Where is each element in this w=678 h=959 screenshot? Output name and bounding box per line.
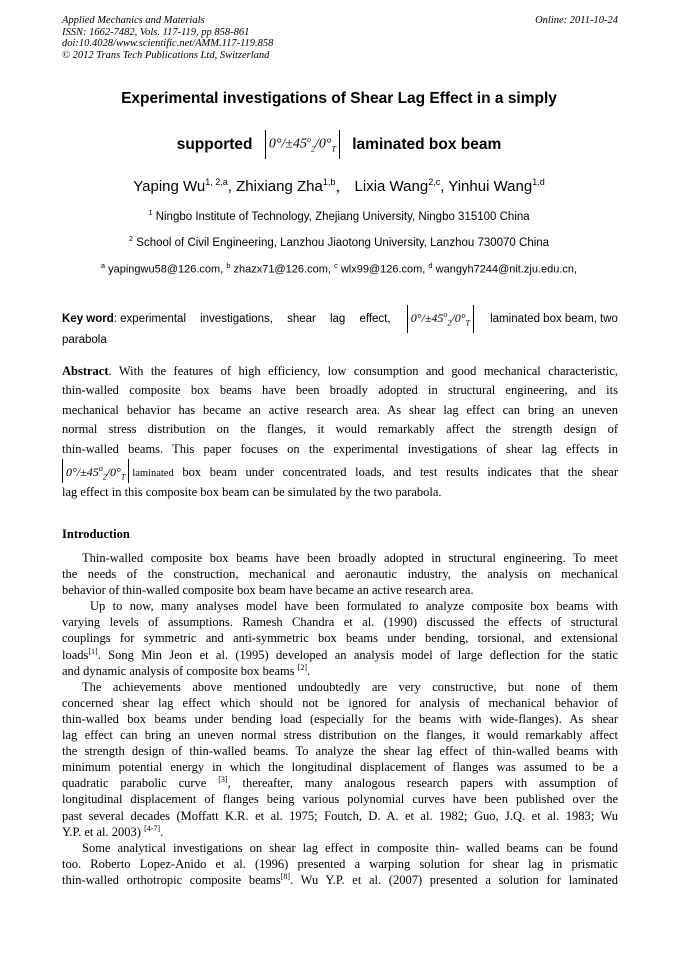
title-word-supported: supported (176, 135, 253, 153)
keywords-label: Key word (62, 313, 114, 326)
running-header (62, 15, 618, 61)
paper-title-line1: Experimental investigations of Shear Lag Effect in a simply (121, 90, 557, 107)
doi-line[interactable]: doi:10.4028/www.scientific.net/AMM.117-119.858 (62, 38, 274, 49)
email-link[interactable]: zhazx71@126.com, (233, 263, 331, 276)
journal-name: Applied Mechanics and Materials (62, 15, 205, 26)
keywords-line1: Key word: experimental investigations, shear lag effect, $0^\circ/\pm 45^o_2/0^\circ_T$ laminated box beam, two (62, 305, 618, 333)
title-tail: laminated box beam (352, 135, 502, 153)
citation-ref[interactable]: [3] (218, 775, 228, 785)
copyright-line: © 2012 Trans Tech Publications Ltd, Switzerland (62, 49, 270, 61)
citation-ref[interactable]: [1] (88, 646, 98, 656)
issn-line: ISSN: 1662-7482, Vols. 117-119, pp 858-861 (62, 26, 250, 38)
affiliation-2: $^2$ School of Civil Engineering, Lanzhou Jiaotong University, Lanzhou 730070 China (128, 234, 550, 249)
citation-ref[interactable]: [8] (280, 871, 291, 881)
introduction-body: Thin-walled composite box beams have been broadly adopted in structural engineering. To meet the needs of the construction, mechanical and aeronautic industry, the analysis on mechanical behavior of thin-walled composite box beam have became an active research area. Up to now, many analyses model have been formulated to analyze composite box beams with varying levels of assumptions. Ramesh Chandra et al. (1990) discussed the effects of structural couplings for symmetric and anti-symmetric box beams under bending, torsional, and extensional loads[1]. Song Min Jeon et al. (1995) developed an analysis model of large deflection for the static and dynamic analysis of composite box beams [2]. The achievements above mentioned undoubtedly are very constructive, but none of them concerned shear lag effect which should not be ignored for analysis of mechanical behavior of thin-walled box beams under bending load (especially for the beams with wide-flanges). As shear lag effect can bring an uneven normal stress distribution on the flanges, it would remarkably affect the strength design of thin-walled beams. To analyze the shear lag effect of thin-walled beams with minimum potential energy in which the longitudinal displacement of flanges was assumed to be a quadratic parabolic curve [3], thereafter, many analogous research papers with assumption of longitudinal displacement of flanges being various polynomial curves have been published over the past several decades (Moffatt K.R. et al. 1975; Foutch, D. A. et al. 1982; Guo, J.Q. et al. 1983; Wu Y.P. et al. 2003) [4-7]. Some analytical investigations on shear lag effect in composite thin- walled beams can be found too. Roberto Lopez-Anido et al. (1996) presented a warping solution for shear lag in prismatic thin-walled orthotropic composite beams[8]. Wu Y.P. et al. (2007) presented a solution for laminated (62, 551, 618, 887)
author-emails: $^a$ yapingwu58@126.com, $^b$ zhazx71@126.com, $^c$ wlx99@126.com, $^d$ wangyh7244@nit.zju.edu.cn, (100, 261, 578, 276)
citation-ref[interactable]: [2] (297, 662, 308, 672)
online-date: Online: 2011-10-24 (535, 15, 618, 26)
affiliation-1: $^1$ Ningbo Institute of Technology, Zhejiang University, Ningbo 315100 China (148, 208, 530, 223)
layup-notation: $0^\circ/\pm 45^o_2/0^\circ_T$ (407, 305, 474, 333)
author-list: Yaping Wu$^{1, 2,a}$, Zhixiang Zha$^{1,b}$， Lixia Wang$^{2,c}$, Yinhui Wang$^{1,d}$ (133, 177, 545, 195)
citation-ref[interactable]: [4-7] (144, 823, 161, 833)
layup-notation: $0^\circ/\pm 45^o_2/0^\circ_T$ (62, 459, 129, 483)
layup-notation: $0^\circ/\pm 45^o_2/0^\circ_T$ (265, 130, 340, 159)
email-link[interactable]: wlx99@126.com, (340, 263, 426, 276)
abstract: Abstract. With the features of high efficiency, low consumption and good mechanical characteristic, thin-walled composite box beams have been broadly adopted in structural engineering, and its mechanical behavior has became an active research area. As shear lag effect can bring an uneven normal stress distribution on the flanges, it would remarkably affect the strength design of thin-walled beams. This paper focuses on the experimental investigations of shear lag effects in $0^\circ/\pm 45^o_2/0^\circ_T$ laminated box beam under concentrated loads, and test results indicates that the shear lag effect in this composite box beam can be simulated by the two parabola. (62, 364, 618, 499)
email-link[interactable]: wangyh7244@nit.zju.edu.cn, (435, 263, 578, 276)
keywords-line2: parabola (62, 334, 107, 346)
paper-title-line2 (40, 130, 638, 159)
email-link[interactable]: yapingwu58@126.com, (108, 263, 224, 276)
section-heading-introduction: Introduction (62, 527, 130, 541)
